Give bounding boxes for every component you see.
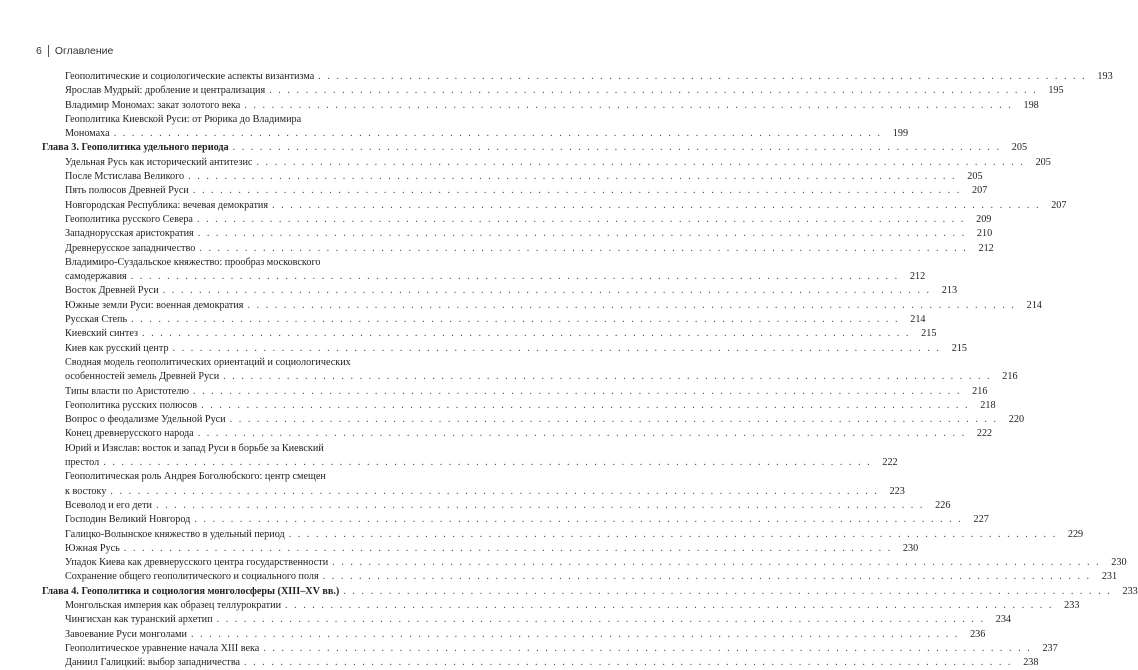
leader-dots [131, 313, 899, 327]
toc-entry[interactable] [42, 570, 1118, 584]
toc-entry-title: Геополитические и социологические аспекты византизма [65, 71, 315, 82]
toc-entry[interactable] [42, 385, 988, 399]
leader-dots [272, 199, 1040, 213]
toc-entry-title: Геополитика Киевской Руси: от Рюрика до Владимира [65, 113, 302, 125]
toc-entry-title: Южная Русь [65, 542, 120, 554]
leader-dots [201, 399, 969, 413]
toc-entry[interactable] [42, 299, 1042, 313]
leader-dots [163, 284, 931, 298]
toc-entry[interactable] [42, 513, 989, 527]
toc-entry-page: 209 [976, 213, 992, 225]
leader-dots [323, 570, 1091, 584]
table-of-contents [42, 70, 1138, 670]
toc-entry[interactable] [42, 613, 1011, 627]
toc-entry-page: 238 [1023, 657, 1039, 669]
toc-entry-title: Галицко-Волынское княжество в удельный период [65, 528, 285, 540]
toc-entry[interactable] [42, 156, 1051, 170]
toc-entry-title: Упадок Киева как древнерусского центра государственности [65, 557, 329, 569]
toc-entry-title: Всеволод и его дети [65, 499, 152, 511]
toc-entry[interactable] [42, 556, 1127, 570]
toc-entry-page: 237 [1042, 642, 1058, 654]
toc-entry[interactable] [42, 113, 447, 127]
leader-dots [256, 156, 1024, 170]
leader-dots [142, 327, 910, 341]
toc-entry-page: 207 [1051, 199, 1067, 211]
toc-entry[interactable] [42, 327, 937, 341]
leader-dots [244, 99, 1012, 113]
toc-entry-page: 233 [1122, 585, 1138, 597]
toc-chapter-title: Глава 3. Геополитика удельного периода [42, 142, 229, 154]
leader-dots [223, 370, 991, 384]
toc-entry[interactable] [42, 427, 993, 441]
leader-dots [103, 456, 871, 470]
toc-entry-page: 205 [967, 171, 983, 183]
toc-entry-title: Удельная Русь как исторический антитезис [65, 156, 253, 168]
toc-entry[interactable] [42, 242, 994, 256]
toc-entry-title: Завоевание Руси монголами [65, 628, 187, 640]
toc-entry-title: Вопрос о феодализме Удельной Руси [65, 414, 226, 426]
toc-entry-title: Геополитическая роль Андрея Боголюбского: центр смещен [65, 471, 326, 483]
leader-dots [217, 613, 985, 627]
toc-entry-title: Сохранение общего геополитического и социального поля [65, 571, 319, 583]
leader-dots [244, 656, 1012, 670]
toc-entry-title: Новгородская Республика: вечевая демократия [65, 199, 269, 211]
leader-dots [289, 528, 1057, 542]
toc-entry-continuation[interactable] [42, 127, 909, 141]
toc-entry[interactable] [42, 656, 1039, 670]
toc-entry[interactable] [42, 442, 447, 456]
toc-entry-title: Древнерусское западничество [65, 242, 196, 254]
toc-entry-continuation[interactable] [42, 270, 926, 284]
leader-dots [198, 227, 966, 241]
toc-entry-page: 212 [909, 271, 926, 283]
leader-dots [230, 413, 998, 427]
toc-entry[interactable] [42, 284, 958, 298]
toc-chapter-heading[interactable] [42, 585, 1138, 599]
leader-dots [247, 299, 1015, 313]
toc-entry-page: 231 [1101, 571, 1118, 583]
toc-entry-title: престол [65, 457, 100, 469]
toc-entry-title: Владимир Мономах: закат золотого века [65, 99, 241, 111]
toc-entry-page: 227 [973, 514, 989, 526]
header-divider [48, 45, 49, 57]
toc-entry-title: Русская Степь [65, 314, 128, 326]
toc-entry-page: 213 [941, 285, 958, 297]
toc-entry[interactable] [42, 184, 988, 198]
toc-entry-title: Западнорусская аристократия [65, 228, 194, 240]
toc-entry[interactable] [42, 199, 1067, 213]
toc-entry-page: 193 [1097, 71, 1113, 82]
leader-dots [114, 127, 882, 141]
toc-entry-page: 230 [902, 542, 919, 554]
leader-dots [131, 270, 899, 284]
toc-entry[interactable] [42, 499, 951, 513]
leader-dots [263, 642, 1031, 656]
leader-dots [193, 385, 961, 399]
toc-entry-page: 233 [1064, 599, 1080, 611]
leader-dots [318, 70, 1086, 84]
toc-entry-page: 222 [882, 457, 898, 469]
toc-entry-title: Мономаха [65, 128, 110, 140]
toc-entry-page: 214 [910, 314, 926, 326]
toc-entry-title: Монгольская империя как образец теллурократии [65, 599, 282, 611]
toc-entry-title: Сводная модель геополитических ориентаций и социологических [65, 356, 351, 368]
leader-dots [188, 170, 956, 184]
toc-entry-page: 230 [1111, 557, 1127, 569]
toc-entry[interactable] [42, 642, 1058, 656]
toc-entry[interactable] [42, 313, 926, 327]
leader-dots [199, 242, 967, 256]
toc-entry-title: Геополитика русского Севера [65, 213, 193, 225]
page-header [36, 44, 113, 58]
toc-entry-page: 222 [976, 428, 993, 440]
toc-entry-continuation[interactable] [42, 370, 1018, 384]
toc-entry[interactable] [42, 356, 447, 370]
leader-dots [332, 556, 1100, 570]
toc-entry-page: 212 [978, 242, 994, 254]
toc-entry[interactable] [42, 342, 967, 356]
leader-dots [193, 184, 961, 198]
toc-entry-page: 199 [892, 128, 909, 140]
leader-dots [173, 342, 941, 356]
toc-entry-page: 220 [1008, 414, 1025, 426]
toc-entry-continuation[interactable] [42, 456, 898, 470]
toc-entry-title: Типы власти по Аристотелю [65, 385, 189, 397]
toc-entry-page: 210 [976, 228, 993, 240]
toc-entry[interactable] [42, 413, 1025, 427]
toc-entry-title: После Мстислава Великого [65, 171, 185, 183]
toc-entry-page: 195 [1048, 85, 1064, 97]
toc-entry-page: 205 [1035, 156, 1051, 168]
leader-dots [110, 485, 878, 499]
leader-dots [343, 585, 1111, 599]
toc-entry-page: 236 [970, 628, 986, 640]
toc-entry-title: к востоку [65, 485, 107, 497]
toc-chapter-title: Глава 4. Геополитика и социология монголосферы (XIII–XV вв.) [42, 585, 340, 597]
toc-chapter-heading[interactable] [42, 141, 1028, 155]
toc-entry[interactable] [42, 84, 1064, 98]
toc-entry-page: 214 [1026, 299, 1042, 311]
toc-entry[interactable] [42, 256, 447, 270]
toc-entry-title: Чингисхан как туранский архетип [65, 614, 213, 626]
leader-dots [269, 84, 1037, 98]
toc-entry-page: 234 [995, 614, 1011, 626]
toc-entry[interactable] [42, 99, 1039, 113]
toc-entry[interactable] [42, 213, 992, 227]
toc-entry-page: 215 [951, 342, 967, 354]
leader-dots [156, 499, 924, 513]
running-title: Оглавление [54, 45, 114, 57]
leader-dots [197, 213, 965, 227]
toc-entry-title: Киевский синтез [65, 328, 138, 340]
toc-entry-title: Юрий и Изяслав: восток и запад Руси в борьбе за Киевский [65, 442, 324, 454]
toc-entry[interactable] [42, 628, 986, 642]
toc-entry-title: Владимиро-Суздальское княжество: прообраз московского [65, 256, 321, 268]
toc-entry[interactable] [42, 470, 447, 484]
page-number: 6 [36, 45, 42, 57]
toc-entry-title: Геополитика русских полюсов [65, 399, 198, 411]
toc-entry-title: Конец древнерусского народа [65, 428, 194, 440]
toc-entry-page: 223 [889, 485, 905, 497]
leader-dots [194, 513, 962, 527]
toc-entry-page: 198 [1023, 99, 1039, 111]
toc-entry[interactable] [42, 399, 996, 413]
toc-entry-page: 207 [972, 185, 988, 197]
toc-entry-page: 226 [935, 499, 951, 511]
toc-entry-title: Восток Древней Руси [65, 285, 159, 297]
toc-entry-page: 216 [1002, 371, 1018, 383]
toc-entry-title: Южные земли Руси: военная демократия [65, 299, 244, 311]
toc-entry-title: Господин Великий Новгород [65, 514, 191, 526]
toc-entry[interactable] [42, 542, 919, 556]
toc-entry-title: Пять полюсов Древней Руси [65, 185, 189, 197]
toc-entry-page: 218 [980, 399, 996, 411]
leader-dots [285, 599, 1053, 613]
leader-dots [198, 427, 966, 441]
toc-entry[interactable] [42, 227, 993, 241]
toc-entry-title: особенностей земель Древней Руси [65, 371, 220, 383]
toc-entry-title: Геополитическое уравнение начала XIII века [65, 642, 260, 654]
toc-entry-title: Ярослав Мудрый: дробление и централизация [65, 85, 266, 97]
toc-entry-page: 215 [921, 328, 937, 340]
toc-entry-page: 205 [1011, 142, 1028, 154]
toc-entry[interactable] [42, 70, 1113, 84]
toc-entry-page: 216 [972, 385, 988, 397]
leader-dots [191, 628, 959, 642]
leader-dots [233, 141, 1001, 155]
toc-entry[interactable] [42, 528, 1084, 542]
toc-entry-continuation[interactable] [42, 485, 905, 499]
toc-entry[interactable] [42, 599, 1080, 613]
toc-entry-title: самодержавия [65, 271, 127, 283]
toc-entry[interactable] [42, 170, 983, 184]
toc-entry-page: 229 [1067, 528, 1084, 540]
toc-entry-title: Киев как русский центр [65, 342, 169, 354]
leader-dots [124, 542, 892, 556]
toc-entry-title: Даниил Галицкий: выбор западничества [65, 657, 241, 669]
